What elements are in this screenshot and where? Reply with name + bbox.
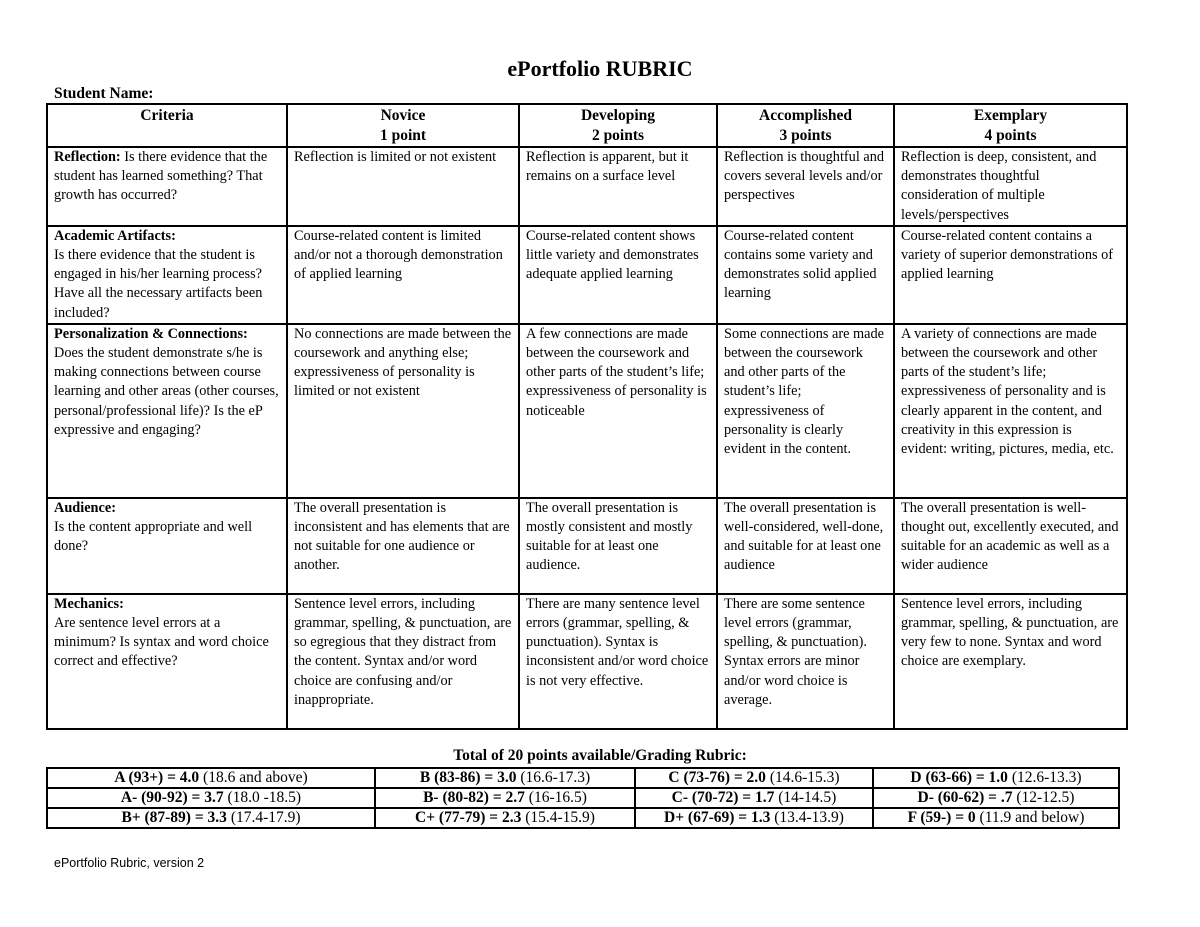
rubric-row-reflection [47,147,1127,226]
grade-cell [873,808,1119,828]
grade-cell [47,808,375,828]
grade-range: (14-14.5) [774,789,837,806]
grade-range: (18.0 -18.5) [223,789,302,806]
criterion-title: Mechanics: [54,595,124,612]
grade-value: D+ (67-69) = 1.3 [664,809,771,826]
developing-cell: Reflection is apparent, but it remains on a surface level [519,147,717,226]
exemplary-cell: The overall presentation is well-thought out, excellently executed, and suitable for an academic as well as a wider audience [894,498,1127,594]
exemplary-cell: Course-related content contains a variety of superior demonstrations of applied learning [894,226,1127,324]
grade-range: (13.4-13.9) [770,809,844,826]
rubric-row-audience [47,498,1127,594]
grading-table [46,767,1120,829]
grade-cell [47,768,375,788]
student-name-label: Student Name: [54,85,154,102]
page-title: ePortfolio RUBRIC [507,56,693,81]
exemplary-cell: A variety of connections are made between the coursework and other parts of the student’s life; expressiveness of personality and is clearly apparent in the content, and creativity in this expression is evident: writing, pictures, media, etc. [894,324,1127,498]
grade-value: D (63-66) = 1.0 [910,769,1008,786]
developing-cell: A few connections are made between the coursework and other parts of the student’s life; expressiveness of personality is noticeable [519,324,717,498]
header-points: 1 point [379,126,427,144]
grade-range: (11.9 and below) [975,809,1085,826]
criterion-cell [47,226,287,324]
grade-value: B (83-86) = 3.0 [419,769,517,786]
criterion-title: Reflection: [54,149,121,165]
grade-range: (18.6 and above) [199,769,308,786]
rubric-table [46,103,1128,730]
grade-cell [375,768,635,788]
criterion-title: Academic Artifacts: [54,227,176,244]
developing-cell: There are many sentence level errors (grammar, spelling, & punctuation). Syntax is inconsistent and/or word choice is not very effective. [519,594,717,729]
header-accomplished [717,104,894,147]
grade-cell [635,788,873,808]
grading-row [47,788,1119,808]
grade-value: B+ (87-89) = 3.3 [121,809,227,826]
criterion-question: Is there evidence that the student is engaged in his/her learning process? Have all the necessary artifacts been included? [54,247,263,321]
accomplished-cell: Course-related content contains some variety and demonstrates solid applied learning [717,226,894,324]
grade-range: (17.4-17.9) [226,809,301,826]
header-novice [287,104,519,147]
grading-caption: Total of 20 points available/Grading Rubric: [453,747,747,764]
grade-value: C+ (77-79) = 2.3 [415,809,522,826]
criterion-cell [47,594,287,729]
exemplary-cell: Reflection is deep, consistent, and demonstrates thoughtful consideration of multiple levels/perspectives [894,147,1127,226]
criterion-title: Audience: [54,499,116,516]
grading-row [47,768,1119,788]
header-exemplary [894,104,1127,147]
accomplished-cell: Some connections are made between the coursework and other parts of the student’s life; expressiveness of personality is clearly evident in the content. [717,324,894,498]
criterion-question: Is there evidence that the student has learned something? That growth has occurred? [54,149,268,204]
rubric-header-row [47,104,1127,147]
grade-cell [635,808,873,828]
grade-value: C- (70-72) = 1.7 [671,789,775,806]
accomplished-cell: There are some sentence level errors (grammar, spelling, & punctuation). Syntax errors are minor and/or word choice is average. [717,594,894,729]
novice-cell: No connections are made between the coursework and anything else; expressiveness of personality is limited or not existent [287,324,519,498]
novice-cell: Course-related content is limited and/or not a thorough demonstration of applied learning [287,226,519,324]
developing-cell: Course-related content shows little variety and demonstrates adequate applied learning [519,226,717,324]
header-label: Accomplished [759,107,852,124]
grade-range: (12.6-13.3) [1007,769,1082,786]
grade-cell [635,768,873,788]
header-label: Novice [380,107,426,124]
grade-value: D- (60-62) = .7 [917,789,1013,806]
rubric-row-personalization [47,324,1127,498]
grade-value: A (93+) = 4.0 [114,769,200,786]
grade-cell [873,768,1119,788]
header-points: 2 points [591,126,645,144]
grade-cell [375,788,635,808]
header-label: Criteria [140,107,194,124]
footer-version: ePortfolio Rubric, version 2 [54,856,205,870]
grade-value: F (59-) = 0 [907,809,976,826]
grade-range: (12-12.5) [1012,789,1075,806]
novice-cell: Reflection is limited or not existent [287,147,519,226]
grade-range: (16-16.5) [524,789,587,806]
criterion-question: Does the student demonstrate s/he is making connections between course learning and other areas (other courses, personal/professional life)? Is the eP expressive and engaging? [54,345,279,438]
grade-range: (15.4-15.9) [521,809,595,826]
grade-value: C (73-76) = 2.0 [668,769,766,786]
grade-cell [375,808,635,828]
header-points: 4 points [984,126,1037,144]
header-label: Exemplary [973,107,1048,124]
developing-cell: The overall presentation is mostly consistent and mostly suitable for at least one audience. [519,498,717,594]
novice-cell: Sentence level errors, including grammar, spelling, & punctuation, are so egregious that they distract from the content. Syntax and/or word choice are confusing and/or inappropriate. [287,594,519,729]
header-label: Developing [580,107,656,124]
novice-cell: The overall presentation is inconsistent and has elements that are not suitable for one audience or another. [287,498,519,594]
header-criteria [47,104,287,147]
rubric-row-academic-artifacts [47,226,1127,324]
accomplished-cell: The overall presentation is well-considered, well-done, and suitable for at least one audience [717,498,894,594]
header-developing [519,104,717,147]
grade-value: A- (90-92) = 3.7 [120,789,224,806]
exemplary-cell: Sentence level errors, including grammar, spelling, & punctuation, are very few to none. Syntax and word choice are exemplary. [894,594,1127,729]
grade-cell [873,788,1119,808]
criterion-cell [47,498,287,594]
criterion-cell [47,324,287,498]
accomplished-cell: Reflection is thoughtful and covers several levels and/or perspectives [717,147,894,226]
criterion-question: Are sentence level errors at a minimum? Is syntax and word choice correct and effective? [54,615,269,670]
grading-row [47,808,1119,828]
criterion-question: Is the content appropriate and well done? [54,519,253,555]
rubric-row-mechanics [47,594,1127,729]
header-points: 3 points [779,126,832,144]
grade-range: (14.6-15.3) [765,769,840,786]
criterion-title: Personalization & Connections: [54,325,248,342]
grade-value: B- (80-82) = 2.7 [423,789,525,806]
criterion-cell [47,147,287,226]
grade-cell [47,788,375,808]
grade-range: (16.6-17.3) [516,769,591,786]
